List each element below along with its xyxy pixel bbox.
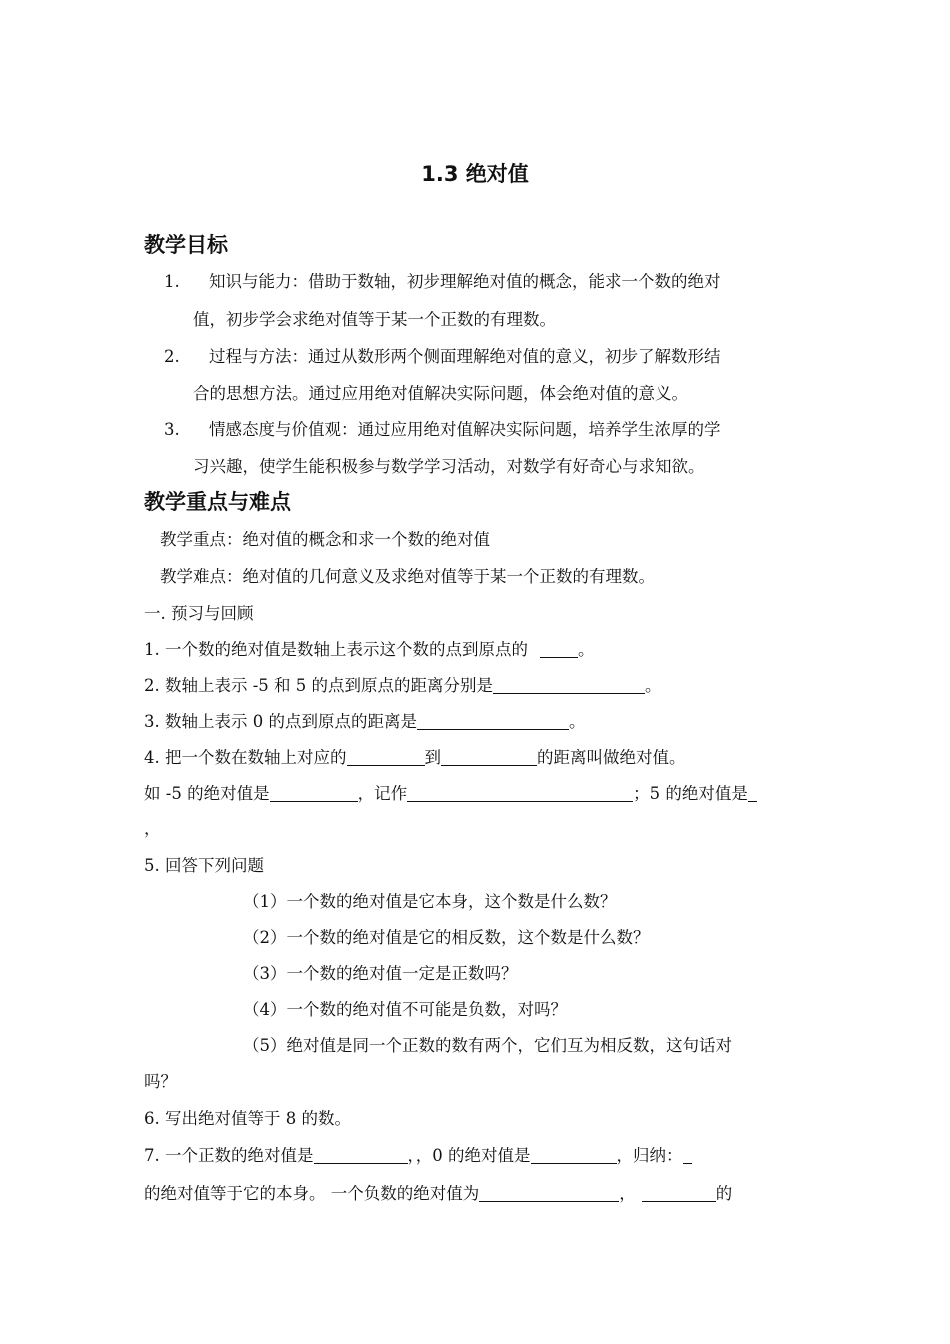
question-4: 4. 把一个数在数轴上对应的 到 的距离叫做绝对值。 [144,748,686,767]
objective-1-line2: 值，初步学会求绝对值等于某一个正数的有理数。 [193,310,556,329]
objective-3-line2: 习兴趣，使学生能积极参与数学学习活动，对数学有好奇心与求知欲。 [193,457,705,476]
question-5-sub-4: （4）一个数的绝对值不可能是负数，对吗？ [243,1000,567,1019]
answer-blank[interactable] [642,1183,716,1202]
difficulty-point: 教学难点：绝对值的几何意义及求绝对值等于某一个正数的有理数。 [160,567,655,586]
answer-blank[interactable] [347,747,425,766]
answer-blank[interactable] [417,711,569,730]
page-title: 1.3 绝对值 [421,162,529,186]
answer-blank[interactable] [540,639,578,658]
objective-3-number: 3. [164,420,180,439]
objective-2-line1: 2. 过程与方法：通过从数形两个侧面理解绝对值的意义，初步了解数形结 [164,347,721,366]
question-7-cont: 的绝对值等于它的本身。 一个负数的绝对值为 ， 的 [144,1184,733,1203]
answer-blank[interactable] [493,675,645,694]
question-5-sub-1: （1）一个数的绝对值是它本身，这个数是什么数？ [243,892,617,911]
question-5-heading: 5. 回答下列问题 [144,856,264,875]
question-7: 7. 一个正数的绝对值是 ，，0 的绝对值是 ，归纳： [144,1142,692,1166]
answer-blank[interactable] [314,1145,408,1164]
answer-blank[interactable] [407,783,633,802]
question-5-sub-2: （2）一个数的绝对值是它的相反数，这个数是什么数？ [243,928,650,947]
answer-blank[interactable] [683,1145,692,1164]
question-2: 2. 数轴上表示 -5 和 5 的点到原点的距离分别是 。 [144,676,662,695]
key-point: 教学重点：绝对值的概念和求一个数的绝对值 [160,530,490,549]
objectives-heading: 教学目标 [144,233,228,257]
objective-2-number: 2. [164,347,180,366]
question-4-example: 如 -5 的绝对值是 ，记作 ；5 的绝对值是 [144,780,757,804]
objective-1-line1: 1. 知识与能力：借助于数轴，初步理解绝对值的概念，能求一个数的绝对 [164,272,721,291]
question-6: 6. 写出绝对值等于 8 的数。 [144,1109,351,1128]
answer-blank[interactable] [748,783,757,802]
answer-blank[interactable] [531,1145,617,1164]
question-1: 1. 一个数的绝对值是数轴上表示这个数的点到原点的 。 [144,640,595,659]
objective-3-line1: 3. 情感态度与价值观：通过应用绝对值解决实际问题，培养学生浓厚的学 [164,420,721,439]
review-heading: 一. 预习与回顾 [144,604,254,623]
objective-1-number: 1. [164,272,180,291]
question-5-sub-5: （5）绝对值是同一个正数的数有两个，它们互为相反数，这句话对 [243,1036,732,1055]
answer-blank[interactable] [270,783,358,802]
question-4-example-cont: ， [144,819,161,838]
objective-2-line2: 合的思想方法。通过应用绝对值解决实际问题，体会绝对值的意义。 [193,384,688,403]
focus-heading: 教学重点与难点 [144,490,291,514]
question-3: 3. 数轴上表示 0 的点到原点的距离是 。 [144,712,586,731]
answer-blank[interactable] [479,1183,619,1202]
question-5-sub-3: （3）一个数的绝对值一定是正数吗？ [243,964,518,983]
answer-blank[interactable] [441,747,537,766]
question-5-sub-5-cont: 吗？ [144,1072,177,1091]
